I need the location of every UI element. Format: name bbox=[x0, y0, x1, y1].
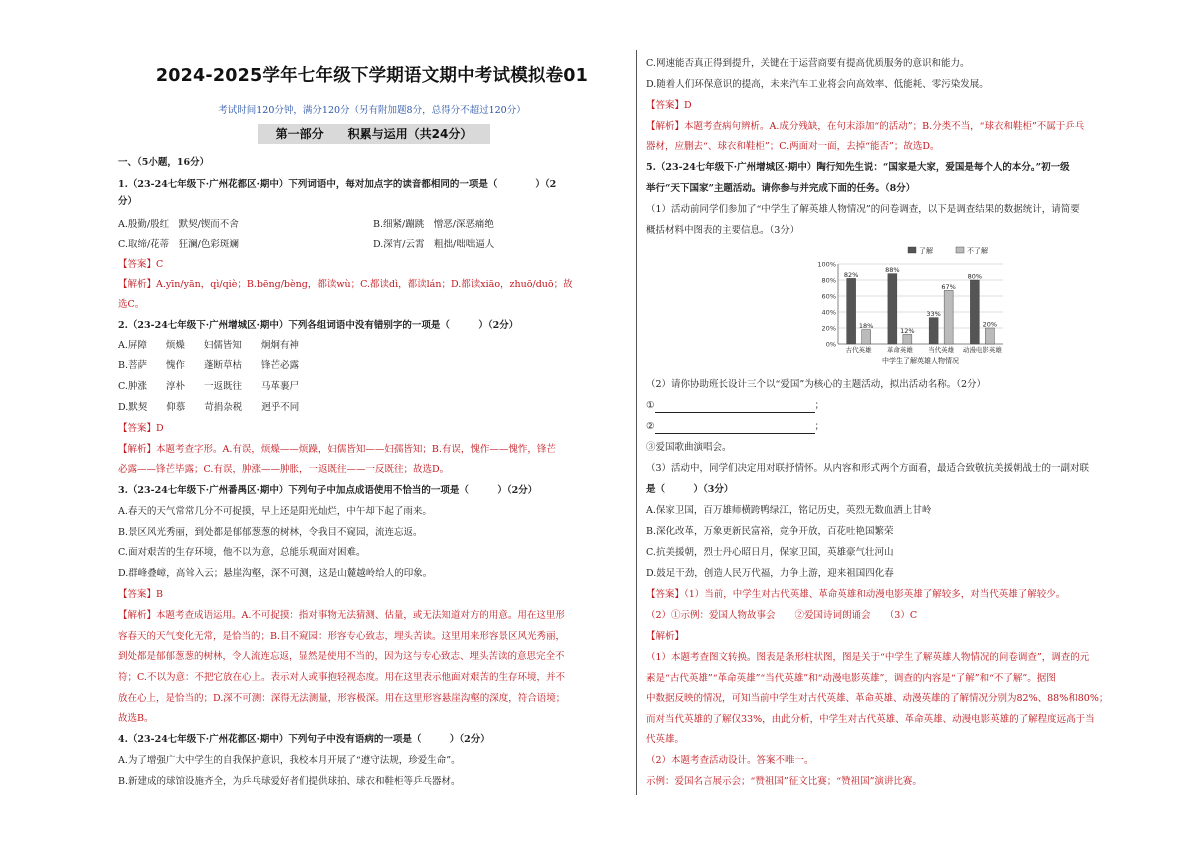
answer-line: 【解析】本题考查成语运用。A.不可捉摸：指对事物无法猜测、估量，或无法知道对方的用意。用在这里形 bbox=[118, 610, 565, 621]
question-line: D.鼓足干劲，创造人民万代福，力争上游，迎来祖国四化春 bbox=[646, 568, 894, 579]
data-label: 67% bbox=[941, 282, 956, 291]
x-tick-label: 当代英雄 bbox=[928, 346, 955, 354]
question-line: 3.（23-24七年级下·广州番禺区·期中）下列句子中加点成语使用不恰当的一项是（ ）（2分） bbox=[118, 485, 538, 496]
answer-line: （1）本题考查图文转换。图表是条形柱状图，图是关于“中学生了解英雄人物情况的问卷调查”，调查的元 bbox=[646, 652, 1090, 663]
data-label: 18% bbox=[858, 322, 874, 331]
answer-line: 选C。 bbox=[118, 299, 145, 310]
answer-line: 【解析】A.yīn/yān，qì/qiè；B.bēng/bèng，都读wù；C.都读dì，都读lán；D.都读xiāo，zhuō/duō；故 bbox=[118, 279, 573, 290]
answer-line: 【答案】C bbox=[118, 259, 164, 270]
blank-label: ② bbox=[646, 421, 655, 432]
question-line: 概括材料中图表的主要信息。（3分） bbox=[646, 225, 800, 236]
question-line: 2.（23-24七年级下·广州增城区·期中）下列各组词语中没有错别字的一项是（ ）（2分） bbox=[118, 320, 519, 331]
y-tick-label: 80% bbox=[821, 276, 836, 285]
question-line: D.深宵/云霄 粗拙/咄咄逼人 bbox=[373, 239, 495, 250]
column-divider bbox=[636, 50, 637, 795]
blank-underline[interactable] bbox=[655, 423, 815, 434]
question-line: D.随着人们环保意识的提高，未来汽车工业将会向高效率、低能耗、零污染发展。 bbox=[646, 79, 989, 90]
answer-line: 【答案】B bbox=[118, 589, 163, 600]
y-tick-label: 40% bbox=[821, 308, 836, 317]
question-line: 5.（23-24七年级下·广州增城区·期中）陶行知先生说：“国家是大家，爱国是每个人的本分。”初一级 bbox=[646, 162, 1070, 173]
question-line: 是（ ）（3分） bbox=[646, 484, 734, 495]
x-tick-label: 革命英雄 bbox=[886, 346, 913, 354]
data-label: 80% bbox=[967, 272, 983, 281]
blank-label: ① bbox=[646, 400, 655, 411]
y-tick-label: 0% bbox=[825, 340, 836, 349]
answer-line: 必露——锋芒毕露；C.有误，肿涨——肿胀，一返既往——一反既往；故选D。 bbox=[118, 464, 450, 475]
answer-line: 【解析】本题考查病句辨析。A.成分残缺，在句末添加“的活动”；B.分类不当，“球衣和鞋柜”不属于乒乓 bbox=[646, 121, 1085, 132]
question-line: （1）活动前同学们参加了“中学生了解英雄人物情况”的问卷调查，以下是调查结果的数据统计，请简要 bbox=[646, 204, 1080, 215]
answer-line: （2）①示例：爱国人物故事会 ②爱国诗词朗诵会 （3）C bbox=[646, 610, 918, 621]
answer-line: 【解析】本题考查字形。A.有误，烦燥——烦躁，妇儒皆知——妇孺皆知；B.有误，愧作——愧怍，锋芒 bbox=[118, 444, 556, 455]
exam-info: 考试时间120分钟，满分120分（另有附加题8分，总得分不超过120分） bbox=[218, 105, 526, 116]
bar bbox=[847, 278, 856, 344]
blank-semicolon: ； bbox=[814, 400, 825, 411]
answer-line: 【解析】 bbox=[646, 631, 685, 642]
bar bbox=[903, 334, 912, 344]
legend-swatch bbox=[908, 247, 916, 253]
answer-line: 【答案】D bbox=[646, 100, 692, 111]
bar bbox=[970, 280, 979, 344]
bar bbox=[888, 274, 897, 344]
answer-line: 示例：爱国名言展示会；“赞祖国”征文比赛；“赞祖国”演讲比赛。 bbox=[646, 776, 922, 787]
x-tick-label: 古代英雄 bbox=[845, 346, 872, 354]
question-line: 一、（5小题，16分） bbox=[118, 157, 210, 168]
question-line: （2）请你协助班长设计三个以“爱国”为核心的主题活动，拟出活动名称。（2分） bbox=[646, 379, 987, 390]
data-label: 12% bbox=[900, 326, 915, 335]
data-label: 33% bbox=[926, 310, 941, 319]
question-line: C.肿涨 淳朴 一返既往 马革裹尸 bbox=[118, 381, 299, 392]
answer-line: 素是“古代英雄”“革命英雄”“当代英雄”和“动漫电影英雄”，调查的内容是“了解”和“不了解”。据图 bbox=[646, 673, 1056, 684]
question-line: 4.（23-24七年级下·广州花都区·期中）下列句子中没有语病的一项是（ ）（2分） bbox=[118, 734, 490, 745]
question-line: D.群峰叠嶂，高耸入云；悬崖沟壑，深不可测，这是山麓越岭给人的印象。 bbox=[118, 568, 433, 579]
answer-line: 【答案】（1）当前，中学生对古代英雄、革命英雄和动漫电影英雄了解较多，对当代英雄了解较少。 bbox=[646, 589, 1066, 600]
question-line: B.菩萨 愧作 蓬断草枯 锋芒必露 bbox=[118, 360, 300, 371]
answer-blank[interactable] bbox=[646, 420, 824, 434]
question-line: （3）活动中，同学们决定用对联抒情怀。从内容和形式两个方面看，最适合致敬抗美援朝战士的一副对联 bbox=[646, 463, 1090, 474]
question-line: B.细紧/蹦跳 憎恶/深恶痛绝 bbox=[373, 219, 494, 230]
answer-line: 放在心上，是恰当的；D.深不可测：深得无法测量，形容极深。用在这里形容悬崖沟壑的深度，符合语境； bbox=[118, 693, 566, 704]
answer-line: 【答案】D bbox=[118, 423, 164, 434]
answer-line: 而对当代英雄的了解仅33%，由此分析，中学生对古代英雄、革命英雄、动漫电影英雄的了解程度远高于当 bbox=[646, 714, 1095, 725]
answer-line: 中数据反映的情况，可知当前中学生对古代英雄、革命英雄、动漫英雄的了解情况分别为82%、88%和80%； bbox=[646, 693, 1109, 704]
answer-line: 容春天的天气变化无常，是恰当的；B.目不窥园：形容专心致志，埋头苦读。这里用来形容景区风光秀丽， bbox=[118, 631, 566, 642]
question-line: B.深化改革，万象更新民富裕，竞争开放，百花吐艳国繁荣 bbox=[646, 526, 894, 537]
question-line: C.网速能否真正得到提升，关键在于运营商要有提高优质服务的意识和能力。 bbox=[646, 58, 970, 69]
question-line: ③爱国歌曲演唱会。 bbox=[646, 442, 732, 453]
data-label: 82% bbox=[843, 270, 859, 279]
bar bbox=[985, 328, 994, 344]
data-label: 20% bbox=[982, 320, 998, 329]
y-tick-label: 20% bbox=[821, 324, 836, 333]
answer-line: （2）本题考查活动设计。答案不唯一。 bbox=[646, 755, 814, 766]
answer-line: 故选B。 bbox=[118, 713, 154, 724]
blank-underline[interactable] bbox=[655, 402, 815, 413]
legend-swatch bbox=[956, 247, 964, 253]
bar bbox=[929, 318, 938, 344]
x-tick-label: 动漫电影英雄 bbox=[962, 346, 1002, 354]
y-tick-label: 60% bbox=[821, 292, 836, 301]
data-label: 88% bbox=[885, 266, 900, 275]
answer-line: 代英雄。 bbox=[646, 734, 685, 745]
question-line: C.面对艰苦的生存环境，他不以为意，总能乐观面对困难。 bbox=[118, 547, 366, 558]
bar-chart bbox=[812, 244, 1012, 372]
question-line: A.为了增强广大中学生的自我保护意识，我校本月开展了“遵守法规，珍爱生命”。 bbox=[118, 755, 461, 766]
blank-semicolon: ； bbox=[814, 421, 825, 432]
legend-label: 不了解 bbox=[967, 247, 988, 255]
bar bbox=[944, 290, 953, 344]
question-line: C.取缔/花蒂 狂澜/色彩斑斓 bbox=[118, 239, 239, 250]
question-line: 举行“天下国家”主题活动。请你参与并完成下面的任务。（8分） bbox=[646, 183, 916, 194]
question-line: 分） bbox=[118, 196, 138, 207]
question-line: A.春天的天气常常几分不可捉摸，早上还是阳光灿烂，中午却下起了雨来。 bbox=[118, 506, 432, 517]
question-line: B.新建成的球馆设施齐全，为乒乓球爱好者们提供球拍、球衣和鞋柜等乒乓器材。 bbox=[118, 776, 461, 787]
y-tick-label: 100% bbox=[817, 260, 836, 269]
answer-line: 到处都是郁郁葱葱的树林，令人流连忘返，显然是使用不当的，因为这与专心致志、埋头苦读的意思完全不 bbox=[118, 651, 565, 662]
bar bbox=[862, 330, 871, 344]
part-heading: 第一部分 积累与运用（共24分） bbox=[258, 124, 490, 144]
question-line: B.景区风光秀丽，到处都是郁郁葱葱的树林，令我目不窥园，流连忘返。 bbox=[118, 527, 423, 538]
exam-title: 2024-2025学年七年级下学期语文期中考试模拟卷01 bbox=[155, 66, 589, 86]
question-line: A.屏障 烦燥 妇儒皆知 炯炯有神 bbox=[118, 340, 299, 351]
question-line: 1.（23-24七年级下·广州花都区·期中）下列词语中，每对加点字的读音都相同的一项是（ ）（2 bbox=[118, 179, 557, 190]
answer-line: 器材，应删去“、球衣和鞋柜”；C.两面对一面，去掉“能否”；故选D。 bbox=[646, 141, 940, 152]
bar-chart-svg bbox=[812, 244, 1012, 372]
question-line: A.保家卫国，百万雄师横跨鸭绿江，铭记历史，英烈无数血洒上甘岭 bbox=[646, 505, 932, 516]
answer-line: 符；C.不以为意：不把它放在心上。表示对人或事抱轻视态度。用在这里表示他面对艰苦的生存环境，并不 bbox=[118, 672, 565, 683]
legend-label: 了解 bbox=[919, 247, 933, 255]
x-axis-title: 中学生了解英雄人物情况 bbox=[882, 357, 959, 365]
question-line: A.殷勤/殷红 默契/锲而不舍 bbox=[118, 219, 239, 230]
question-line: D.默契 仰慕 苛捐杂税 迥乎不同 bbox=[118, 402, 300, 413]
answer-blank[interactable] bbox=[646, 399, 824, 413]
question-line: C.抗美援朝，烈士丹心昭日月，保家卫国，英雄豪气壮河山 bbox=[646, 547, 894, 558]
